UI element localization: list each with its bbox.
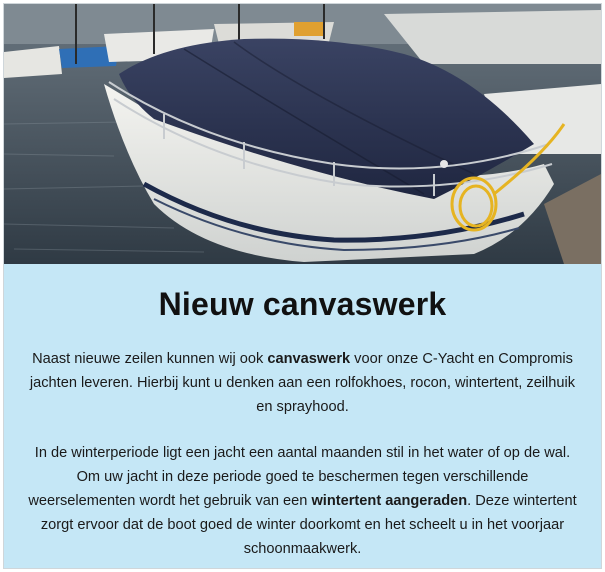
- boat-illustration: [4, 4, 601, 264]
- winter-text-2: . Deze wintertent zorgt ervoor dat de boot goed de winter doorkomt en het scheelt u in het voorjaar schoonmaakwerk.: [40, 493, 577, 557]
- boat-photo: [4, 4, 601, 264]
- intro-text-1: Naast nieuwe zeilen kunnen wij ook: [32, 351, 268, 367]
- intro-paragraph: [23, 347, 583, 419]
- winter-bold-wintertent: wintertent aangeraden: [311, 493, 468, 509]
- intro-bold-canvaswerk: canvaswerk: [267, 351, 351, 367]
- winter-paragraph: [23, 441, 583, 561]
- page-title: Nieuw canvaswerk: [158, 286, 447, 322]
- content-card: [3, 3, 602, 569]
- intro-text-2: voor onze C-Yacht en Compromis jachten leveren. Hierbij kunt u denken aan een rolfokhoes, rocon, wintertent, zeilhuik en sprayhood.: [29, 351, 576, 415]
- winter-text-1: In de winterperiode ligt een jacht een aantal maanden stil in het water of op de wal. Om uw jacht in deze periode goed te beschermen tegen verschillende weerselementen wordt het gebruik van een: [28, 445, 571, 509]
- text-section: [4, 264, 601, 568]
